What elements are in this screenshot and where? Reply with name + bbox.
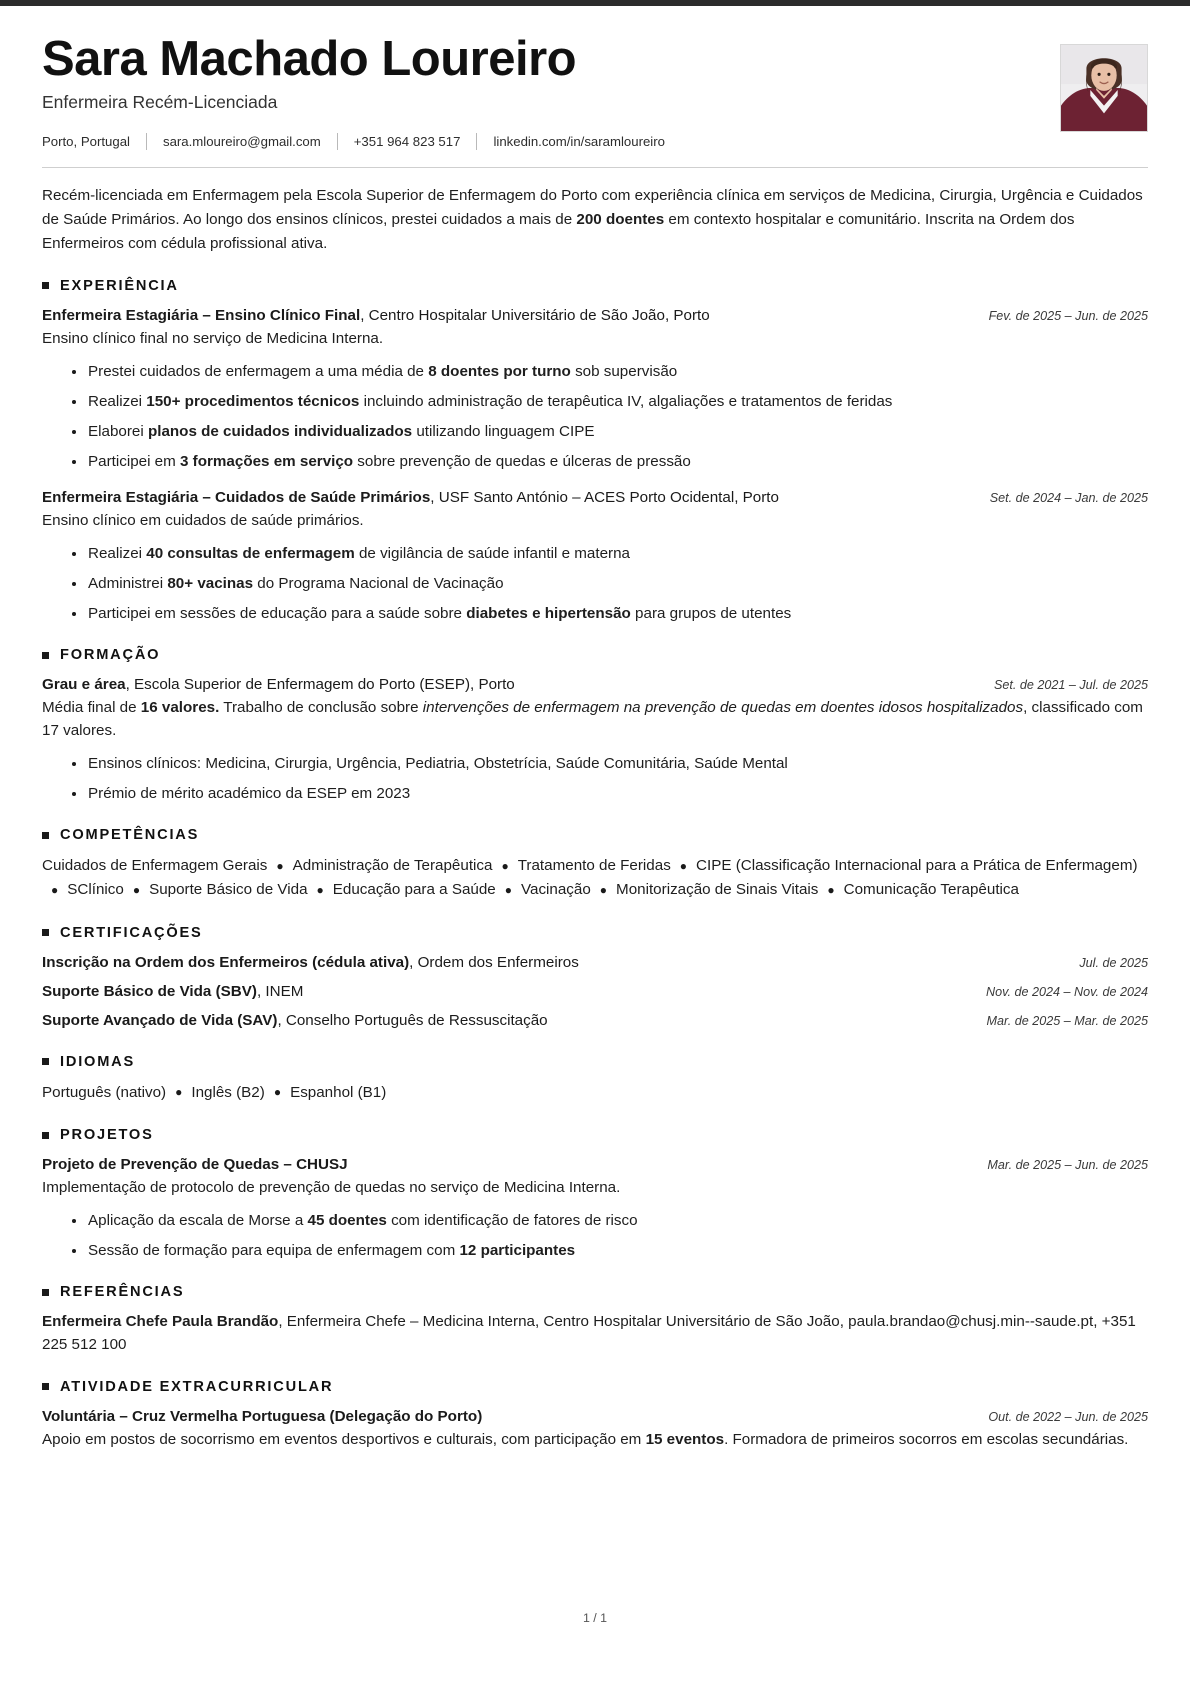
section-idiomas — [42, 1054, 1148, 1105]
bullet-text-pre: Elaborei — [88, 423, 148, 440]
list-item — [72, 390, 1148, 413]
extracurricular-desc-bold: 15 eventos — [645, 1430, 725, 1448]
section-heading-formacao — [42, 647, 1148, 663]
section-heading-competencias — [42, 827, 1148, 843]
project-date: Mar. de 2025 – Jun. de 2025 — [987, 1158, 1148, 1173]
list-item — [72, 360, 1148, 383]
extracurricular-entry-head — [42, 1406, 1148, 1428]
dot-separator-icon: ● — [827, 882, 835, 897]
page-footer — [0, 1611, 1190, 1625]
education-desc-bold: 16 valores. — [140, 699, 220, 717]
certification-row — [42, 952, 1148, 974]
extracurricular-name: Voluntária – Cruz Vermelha Portuguesa (Delegação do Porto) — [42, 1407, 483, 1425]
project-entry-head — [42, 1154, 1148, 1176]
skill-item: Cuidados de Enfermagem Gerais — [42, 857, 268, 875]
skill-item: Comunicação Terapêutica — [843, 881, 1019, 899]
extracurricular-title — [42, 1406, 968, 1428]
section-heading-label: COMPETÊNCIAS — [60, 827, 200, 844]
list-item — [72, 572, 1148, 595]
bullet-text-bold: 80+ vacinas — [167, 575, 254, 593]
bullet-text-post: sobre prevenção de quedas e úlceras de pressão — [353, 453, 691, 471]
education-desc-post: , classificado com 17 valores. — [42, 699, 1143, 740]
experience-description: Ensino clínico final no serviço de Medicina Interna. — [42, 330, 384, 348]
dot-separator-icon: ● — [132, 882, 141, 897]
bullet-text-bold: 8 doentes por turno — [428, 362, 571, 380]
certification-date: Nov. de 2024 – Nov. de 2024 — [986, 984, 1148, 999]
dot-separator-icon: ● — [599, 882, 608, 897]
dot-separator-icon: ● — [276, 858, 284, 873]
reference-details: , Enfermeira Chefe – Medicina Interna, Centro Hospitalar Universitário de São João, paula.brandao@chusj.min--saude.pt, +351 225 512 100 — [42, 1313, 1136, 1353]
skill-item: Vacinação — [521, 881, 591, 899]
education-degree: Grau e área — [42, 676, 126, 694]
experience-role: Enfermeira Estagiária – Ensino Clínico Final — [42, 306, 361, 324]
summary-text-1: Recém-licenciada em Enfermagem pela Escola Superior de Enfermagem do Porto com experiência clínica em serviços de Medicina, Cirurgia, Urgência e Cuidados de Saúde Primários. Ao longo dos ensinos clínicos, prestei cuidados a mais de — [42, 186, 1143, 228]
skill-item: Administração de Terapêutica — [292, 857, 493, 875]
square-bullet-icon — [42, 1058, 49, 1065]
section-extracurricular — [42, 1379, 1148, 1452]
contact-phone[interactable]: +351 964 823 517 — [353, 133, 461, 149]
education-org: , Escola Superior de Enfermagem do Porto (ESEP), Porto — [125, 676, 515, 694]
project-description: Implementação de protocolo de prevenção de quedas no serviço de Medicina Interna. — [42, 1179, 621, 1197]
list-item — [72, 1239, 1148, 1262]
bullet-text-pre: Realizei — [88, 392, 147, 410]
top-accent-bar — [0, 0, 1190, 6]
section-heading-label: CERTIFICAÇÕES — [60, 924, 203, 941]
experience-role: Enfermeira Estagiária – Cuidados de Saúde Primários — [42, 489, 431, 507]
language-item: Português (nativo) — [42, 1083, 167, 1101]
section-heading-label: EXPERIÊNCIA — [60, 277, 179, 294]
bullet-text-post: com identificação de fatores de risco — [386, 1211, 638, 1229]
skill-item: Educação para a Saúde — [332, 881, 496, 899]
list-item: Ensinos clínicos: Medicina, Cirurgia, Urgência, Pediatria, Obstetrícia, Saúde Comunitária, Saúde Mental — [72, 752, 1148, 775]
education-date: Set. de 2021 – Jul. de 2025 — [993, 678, 1148, 693]
education-bullet-list — [42, 752, 1148, 805]
bullet-text-pre: Participei em — [88, 453, 181, 471]
list-item: Prémio de mérito académico da ESEP em 2023 — [72, 782, 1148, 805]
contact-email[interactable]: sara.mloureiro@gmail.com — [162, 133, 321, 149]
summary-paragraph — [42, 184, 1148, 256]
square-bullet-icon — [42, 929, 49, 936]
certification-issuer: , Ordem dos Enfermeiros — [409, 953, 579, 971]
contact-divider — [476, 133, 477, 150]
certification-title — [42, 952, 1059, 974]
page-indicator: 1 / 1 — [582, 1611, 608, 1625]
section-formacao — [42, 647, 1148, 805]
certification-row — [42, 1010, 1148, 1032]
bullet-text-bold: 12 participantes — [459, 1242, 576, 1260]
education-description — [42, 697, 1148, 743]
experience-description: Ensino clínico em cuidados de saúde primários. — [42, 512, 364, 530]
bullet-text-pre: Sessão de formação para equipa de enfermagem com — [88, 1242, 460, 1260]
summary-text-2: em contexto hospitalar e comunitário. Inscrita na Ordem dos Enfermeiros com cédula profissional ativa. — [42, 210, 1075, 252]
skill-item: CIPE (Classificação Internacional para a Prática de Enfermagem) — [696, 857, 1138, 875]
square-bullet-icon — [42, 1132, 49, 1139]
contact-divider — [337, 133, 338, 150]
project-title — [42, 1154, 967, 1176]
extracurricular-description — [42, 1429, 1148, 1452]
bullet-text-pre: Administrei — [88, 575, 168, 593]
avatar — [1060, 44, 1148, 132]
contact-location: Porto, Portugal — [42, 133, 130, 149]
section-competencias — [42, 827, 1148, 903]
extracurricular-entry — [42, 1406, 1148, 1452]
experience-entry — [42, 487, 1148, 625]
bullet-text-bold: planos de cuidados individualizados — [147, 423, 413, 440]
education-title — [42, 674, 974, 696]
experience-bullet-list — [42, 542, 1148, 625]
list-item — [72, 542, 1148, 565]
section-heading-extracurricular — [42, 1379, 1148, 1395]
bullet-text-post: incluindo administração de terapêutica IV, algaliações e tratamentos de feridas — [359, 392, 893, 410]
section-heading-projetos — [42, 1127, 1148, 1143]
experience-date: Set. de 2024 – Jan. de 2025 — [989, 491, 1148, 506]
extracurricular-date: Out. de 2022 – Jun. de 2025 — [988, 1409, 1148, 1424]
square-bullet-icon — [42, 652, 49, 659]
bullet-text-pre: Participei em sessões de educação para a saúde sobre — [88, 605, 467, 623]
education-desc-pre: Média final de — [42, 699, 141, 717]
experience-bullet-list — [42, 360, 1148, 473]
bullet-text-pre: Realizei — [88, 545, 147, 563]
square-bullet-icon — [42, 282, 49, 289]
section-projetos — [42, 1127, 1148, 1262]
bullet-text-bold: 150+ procedimentos técnicos — [146, 392, 360, 410]
square-bullet-icon — [42, 832, 49, 839]
certification-issuer: , Conselho Português de Ressuscitação — [277, 1011, 548, 1029]
experience-org: , USF Santo António – ACES Porto Ocidental, Porto — [430, 489, 779, 507]
bullet-text-post: do Programa Nacional de Vacinação — [253, 575, 504, 593]
bullet-text-post: de vigilância de saúde infantil e materna — [354, 545, 630, 563]
section-heading-referencias — [42, 1284, 1148, 1300]
reference-name: Enfermeira Chefe Paula Brandão — [42, 1313, 279, 1331]
section-heading-label: IDIOMAS — [60, 1053, 136, 1070]
bullet-text-bold: 45 doentes — [307, 1211, 387, 1229]
education-entry-head — [42, 674, 1148, 696]
bullet-text-post: para grupos de utentes — [630, 605, 792, 623]
education-thesis-title: intervenções de enfermagem na prevenção de quedas em doentes idosos hospitalizados — [422, 699, 1024, 717]
list-item — [72, 450, 1148, 473]
square-bullet-icon — [42, 1289, 49, 1296]
bullet-text-pre: Aplicação da escala de Morse a — [88, 1211, 308, 1229]
education-entry — [42, 674, 1148, 805]
experience-entry-head — [42, 305, 1148, 327]
dot-separator-icon: ● — [51, 882, 59, 897]
extracurricular-desc-pre: Apoio em postos de socorrismo em eventos desportivos e culturais, com participação em — [42, 1430, 646, 1448]
contact-divider — [146, 133, 147, 150]
bullet-text-bold: 40 consultas de enfermagem — [146, 545, 355, 563]
section-certificacoes — [42, 925, 1148, 1032]
square-bullet-icon — [42, 1383, 49, 1390]
skill-item: Suporte Básico de Vida — [149, 881, 308, 899]
skill-item: Monitorização de Sinais Vitais — [616, 881, 819, 899]
list-item — [72, 420, 1148, 443]
section-heading-label: FORMAÇÃO — [60, 647, 161, 664]
certification-title — [42, 1010, 967, 1032]
experience-org: , Centro Hospitalar Universitário de São João, Porto — [360, 306, 710, 324]
project-entry — [42, 1154, 1148, 1262]
dot-separator-icon: ● — [316, 882, 324, 897]
header-divider — [42, 167, 1148, 168]
skill-item: Tratamento de Feridas — [517, 857, 671, 875]
section-heading-label: PROJETOS — [60, 1127, 154, 1144]
contact-linkedin[interactable]: linkedin.com/in/saramloureiro — [493, 133, 665, 149]
reference-entry — [42, 1311, 1148, 1357]
certification-date: Jul. de 2025 — [1079, 955, 1148, 970]
certification-issuer: , INEM — [256, 982, 304, 1000]
certification-row — [42, 981, 1148, 1003]
extracurricular-desc-post: . Formadora de primeiros socorros em escolas secundárias. — [724, 1430, 1129, 1448]
header-text-block — [42, 34, 1042, 150]
skills-list — [42, 854, 1148, 903]
experience-entry-head — [42, 487, 1148, 509]
experience-date: Fev. de 2025 – Jun. de 2025 — [988, 308, 1148, 323]
section-heading-idiomas — [42, 1054, 1148, 1070]
certification-name: Suporte Avançado de Vida (SAV) — [42, 1011, 278, 1029]
experience-title — [42, 487, 970, 509]
section-heading-certificacoes — [42, 925, 1148, 941]
languages-list — [42, 1081, 1148, 1105]
project-name: Projeto de Prevenção de Quedas – CHUSJ — [42, 1156, 348, 1174]
contact-line — [42, 133, 1042, 150]
dot-separator-icon: ● — [504, 882, 512, 897]
dot-separator-icon: ● — [679, 858, 688, 873]
bullet-text-pre: Prestei cuidados de enfermagem a uma média de — [88, 362, 429, 380]
professional-headline: Enfermeira Recém-Licenciada — [42, 91, 278, 112]
section-heading-label: REFERÊNCIAS — [60, 1284, 185, 1301]
certification-name: Suporte Básico de Vida (SBV) — [42, 982, 257, 1000]
bullet-text-bold: diabetes e hipertensão — [466, 605, 631, 623]
list-item — [72, 1209, 1148, 1232]
section-heading-experiencia — [42, 278, 1148, 294]
education-desc-mid: Trabalho de conclusão sobre — [219, 699, 423, 717]
profile-photo-icon — [1061, 45, 1147, 131]
bullet-text-post: sob supervisão — [570, 362, 678, 380]
project-bullet-list — [42, 1209, 1148, 1262]
skill-item: SClínico — [67, 881, 124, 899]
resume-header — [42, 0, 1148, 150]
section-experiencia — [42, 278, 1148, 625]
dot-separator-icon: ● — [273, 1085, 282, 1100]
bullet-text-post: utilizando linguagem CIPE — [412, 423, 595, 440]
certification-title — [42, 981, 966, 1003]
list-item — [72, 602, 1148, 625]
dot-separator-icon: ● — [175, 1085, 183, 1100]
experience-title — [42, 305, 969, 327]
experience-entry — [42, 305, 1148, 473]
language-item: Espanhol (B1) — [290, 1083, 387, 1101]
section-heading-label: ATIVIDADE EXTRACURRICULAR — [60, 1378, 334, 1395]
language-item: Inglês (B2) — [191, 1083, 265, 1101]
bullet-text-bold: 3 formações em serviço — [180, 453, 354, 471]
section-referencias — [42, 1284, 1148, 1357]
dot-separator-icon: ● — [501, 858, 509, 873]
certification-name: Inscrição na Ordem dos Enfermeiros (cédula ativa) — [42, 953, 410, 971]
page-title: Sara Machado Loureiro — [42, 32, 577, 86]
summary-highlight: 200 doentes — [576, 210, 665, 228]
certification-date: Mar. de 2025 – Mar. de 2025 — [986, 1013, 1148, 1028]
